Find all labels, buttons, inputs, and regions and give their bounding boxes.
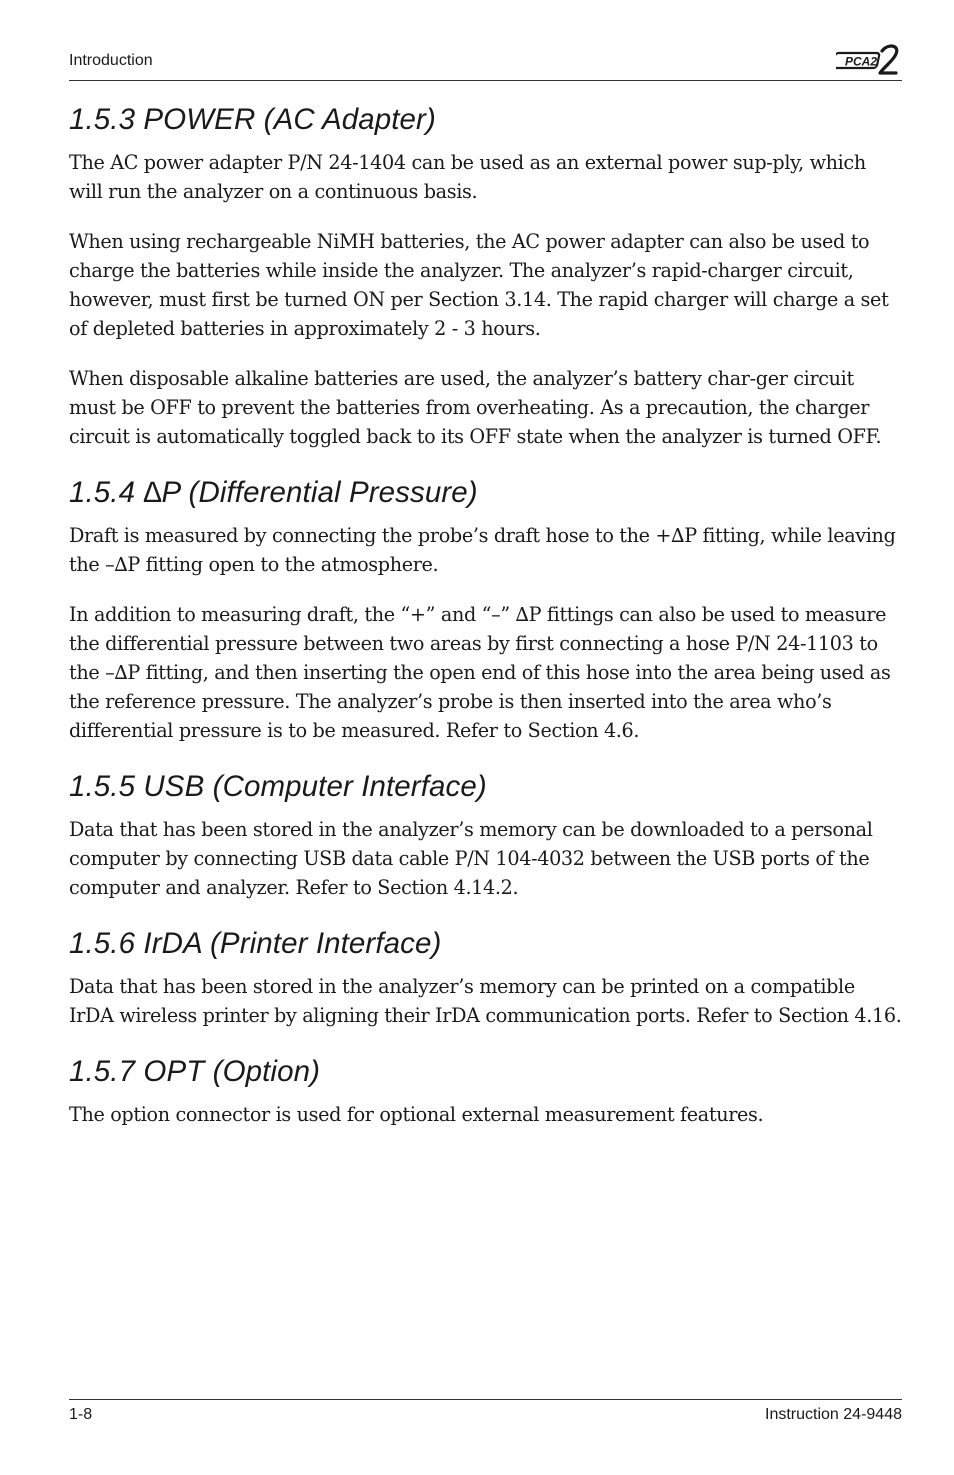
section-irda bbox=[69, 926, 905, 1030]
document-number: Instruction 24-9448 bbox=[765, 1406, 902, 1423]
section-title: 1.5.5 USB (Computer Interface) bbox=[69, 770, 487, 803]
page-number: 1-8 bbox=[69, 1406, 93, 1423]
page-footer bbox=[69, 1399, 902, 1430]
section-differential-pressure bbox=[69, 475, 905, 745]
paragraph: Data that has been stored in the analyzer’s memory can be downloaded to a personal computer by connecting USB data cable P/N 104-4032 between the USB ports of the computer and analyzer. Refer to Section 4.14.2. bbox=[69, 818, 873, 899]
page-header bbox=[69, 46, 902, 81]
section-usb bbox=[69, 769, 905, 902]
pca2-logo bbox=[836, 42, 902, 76]
paragraph: The AC power adapter P/N 24-1404 can be used as an external power sup-ply, which will run the analyzer on a continuous basis. bbox=[69, 151, 866, 203]
paragraph: The option connector is used for optional external measurement features. bbox=[69, 1103, 764, 1126]
paragraph: In addition to measuring draft, the “+” and “–” ∆P fittings can also be used to measure the differential pressure between two areas by first connecting a hose P/N 24-1103 to the –∆P fitting, and then inserting the open end of this hose into the area being used as the reference pressure. The analyzer’s probe is then inserted into the area who’s differential pressure is to be measured. Refer to Section 4.6. bbox=[69, 603, 891, 742]
paragraph: Draft is measured by connecting the probe’s draft hose to the +∆P fitting, while leaving the –∆P fitting open to the atmosphere. bbox=[69, 524, 896, 576]
logo-text: PCA2 bbox=[845, 54, 878, 69]
section-title: 1.5.4 ∆P (Differential Pressure) bbox=[69, 476, 478, 509]
section-title: 1.5.3 POWER (AC Adapter) bbox=[69, 103, 436, 136]
paragraph: When using rechargeable NiMH batteries, the AC power adapter can also be used to charge the batteries while inside the analyzer. The analyzer’s rapid-charger circuit, however, must first be turned ON per Section 3.14. The rapid charger will charge a set of depleted batteries in approximately 2 - 3 hours. bbox=[69, 230, 889, 340]
section-title: 1.5.7 OPT (Option) bbox=[69, 1055, 321, 1088]
section-opt bbox=[69, 1054, 905, 1129]
page-content bbox=[69, 102, 905, 1153]
header-section-title: Introduction bbox=[69, 52, 153, 69]
paragraph: When disposable alkaline batteries are used, the analyzer’s battery char-ger circuit must be OFF to prevent the batteries from overheating. As a precaution, the charger circuit is automatically toggled back to its OFF state when the analyzer is turned OFF. bbox=[69, 367, 882, 448]
paragraph: Data that has been stored in the analyzer’s memory can be printed on a compatible IrDA wireless printer by aligning their IrDA communication ports. Refer to Section 4.16. bbox=[69, 975, 902, 1027]
section-title: 1.5.6 IrDA (Printer Interface) bbox=[69, 927, 442, 960]
section-power bbox=[69, 102, 905, 451]
